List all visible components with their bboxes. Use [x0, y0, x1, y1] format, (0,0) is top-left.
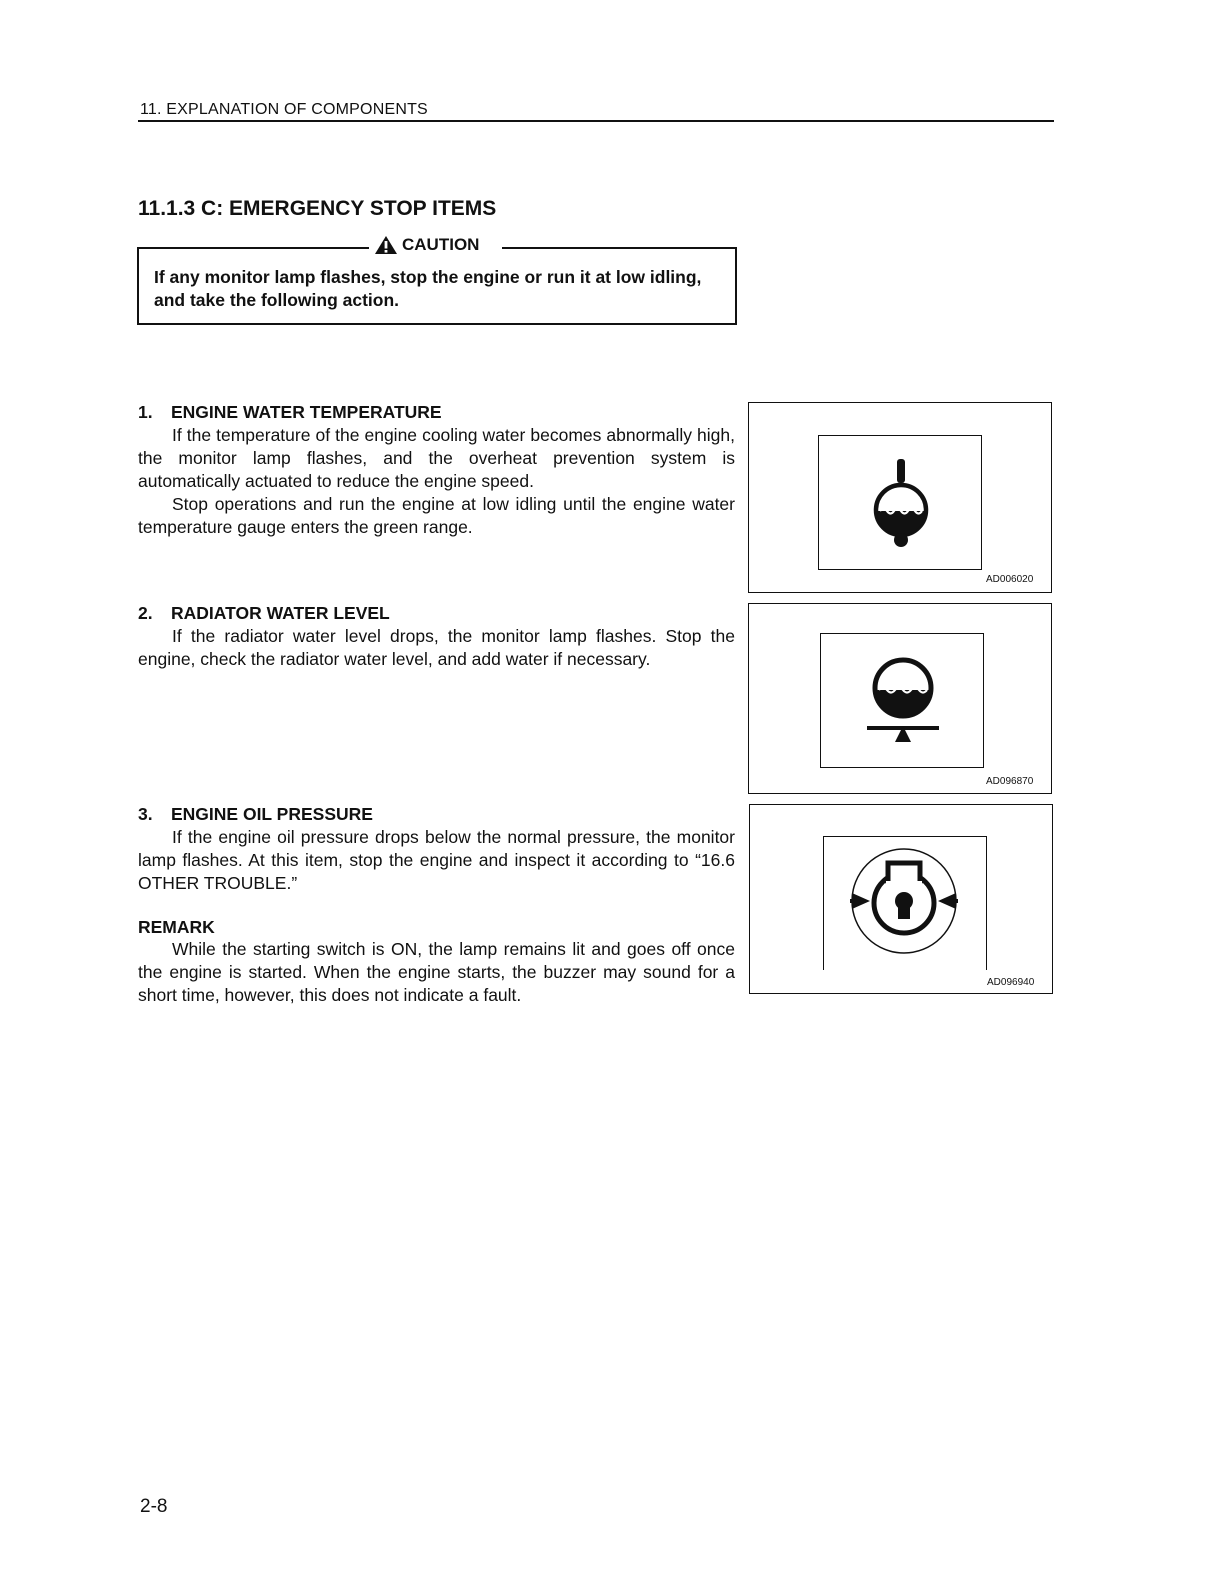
item-number: 3.	[138, 804, 153, 824]
item-1-heading	[138, 402, 442, 423]
page-number: 2-8	[140, 1496, 168, 1517]
paragraph: If the engine oil pressure drops below the normal pressure, the monitor lamp flashes. At this item, stop the engine and inspect it according to “16.6 OTHER TROUBLE.”	[138, 827, 735, 893]
remark-text: While the starting switch is ON, the lamp remains lit and goes off once the engine is started. When the engine starts, the buzzer may sound for a short time, however, this does not indicate a fault.	[138, 939, 735, 1005]
caution-heading	[374, 235, 479, 255]
engine-oil-pressure-icon	[848, 845, 960, 955]
figure-code: AD006020	[986, 574, 1034, 585]
paragraph: Stop operations and run the engine at low idling until the engine water temperature gauge enters the green range.	[138, 494, 735, 537]
item-number: 1.	[138, 402, 153, 422]
item-title: ENGINE OIL PRESSURE	[171, 804, 373, 824]
item-1-body	[138, 424, 735, 539]
item-title: ENGINE WATER TEMPERATURE	[171, 402, 442, 422]
remark-heading: REMARK	[138, 917, 215, 937]
item-3-body	[138, 826, 735, 895]
item-number: 2.	[138, 603, 153, 623]
remark-body	[138, 938, 735, 1007]
radiator-water-level-icon	[863, 656, 943, 746]
figure-code: AD096940	[987, 977, 1035, 988]
figure-code: AD096870	[986, 776, 1034, 787]
figure-engine-oil-pressure	[749, 804, 1053, 994]
item-2-heading	[138, 603, 390, 624]
figure-engine-water-temperature	[748, 402, 1052, 593]
caution-label: CAUTION	[402, 235, 480, 254]
header-rule	[138, 120, 1054, 122]
caution-rule-left	[137, 247, 369, 249]
section-title: 11.1.3 C: EMERGENCY STOP ITEMS	[138, 197, 497, 220]
item-title: RADIATOR WATER LEVEL	[171, 603, 390, 623]
item-2-body	[138, 625, 735, 671]
running-header: 11. EXPLANATION OF COMPONENTS	[140, 101, 428, 118]
engine-water-temperature-icon	[865, 455, 937, 549]
paragraph: If the radiator water level drops, the monitor lamp flashes. Stop the engine, check the radiator water level, and add water if necessary.	[138, 626, 735, 669]
item-3-heading	[138, 804, 373, 825]
caution-rule-right	[502, 247, 737, 249]
figure-radiator-water-level	[748, 603, 1052, 794]
caution-text: If any monitor lamp flashes, stop the engine or run it at low idling, and take the following action.	[154, 267, 702, 310]
warning-triangle-icon	[374, 235, 398, 255]
paragraph: If the temperature of the engine cooling water becomes abnormally high, the monitor lamp flashes, and the overheat prevention system is automatically actuated to reduce the engine speed.	[138, 425, 735, 491]
